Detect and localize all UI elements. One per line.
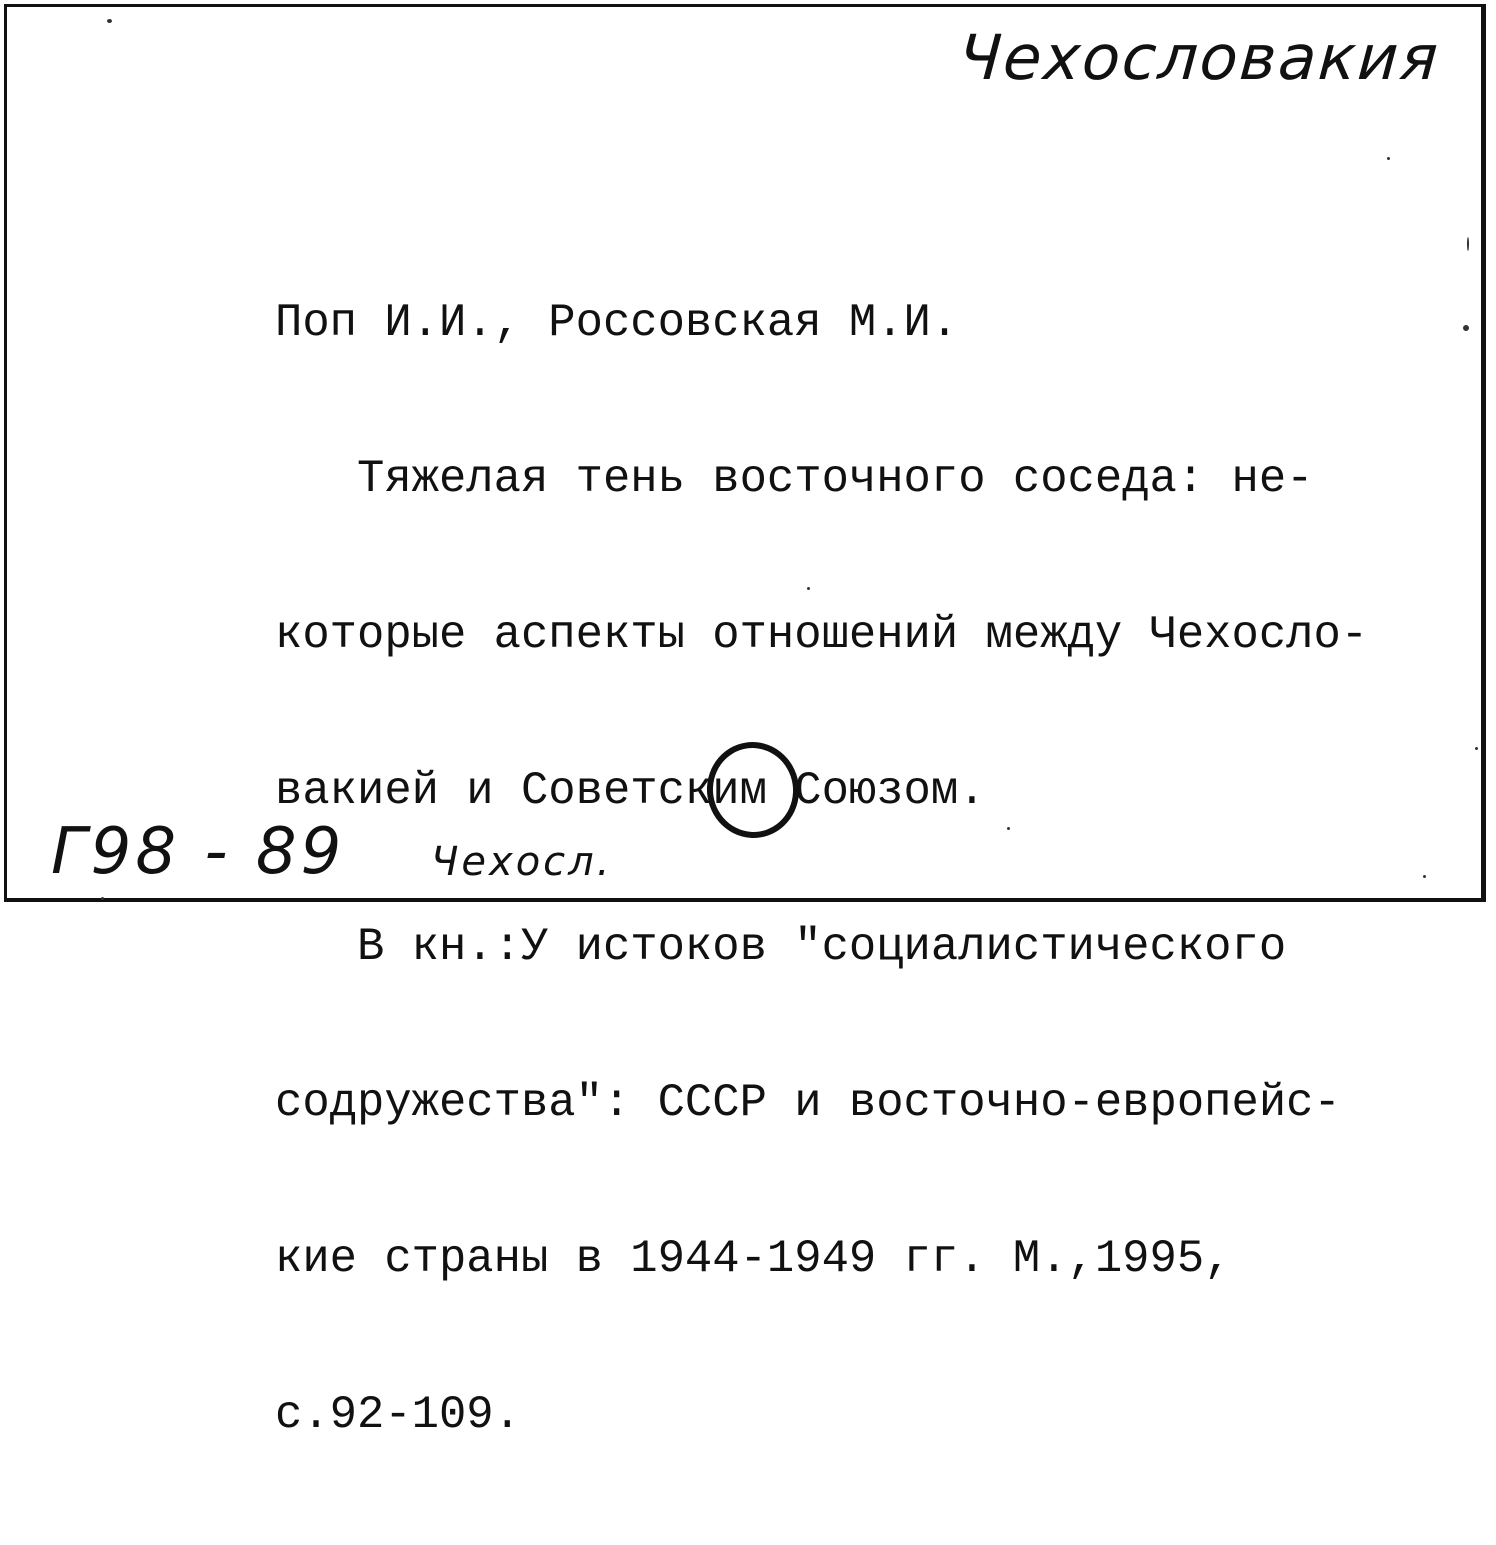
scan-speck: [101, 897, 104, 900]
entry-line: вакией и Советским Союзом.: [275, 765, 986, 817]
scan-speck: [1463, 325, 1469, 331]
entry-line: которые аспекты отношений между Чехосло-: [275, 609, 1369, 661]
call-number: Г98 - 89: [51, 815, 346, 889]
catalog-card: [4, 4, 1486, 1441]
entry-line: Тяжелая тень восточного соседа: не-: [275, 453, 1314, 505]
subject-heading: Чехословакия: [956, 21, 1443, 94]
entry-line: кие страны в 1944-1949 гг. М.,1995,: [275, 1233, 1232, 1285]
entry-line: Поп И.И., Россовская М.И.: [275, 297, 959, 349]
scan-speck: [107, 19, 112, 23]
scan-speck: [1467, 237, 1469, 251]
entry-line: с.92-109.: [275, 1389, 521, 1441]
entry-line: В кн.:У истоков "социалистического: [275, 921, 1287, 973]
scan-speck: [1387, 157, 1390, 160]
scan-speck: [807, 587, 810, 590]
call-number-abbreviation: Чехосл.: [431, 839, 613, 885]
scan-speck: [1007, 827, 1010, 830]
scan-speck: [1423, 875, 1426, 878]
scan-speck: [1475, 747, 1478, 750]
entry-line: содружества": СССР и восточно-европейс-: [275, 1077, 1341, 1129]
